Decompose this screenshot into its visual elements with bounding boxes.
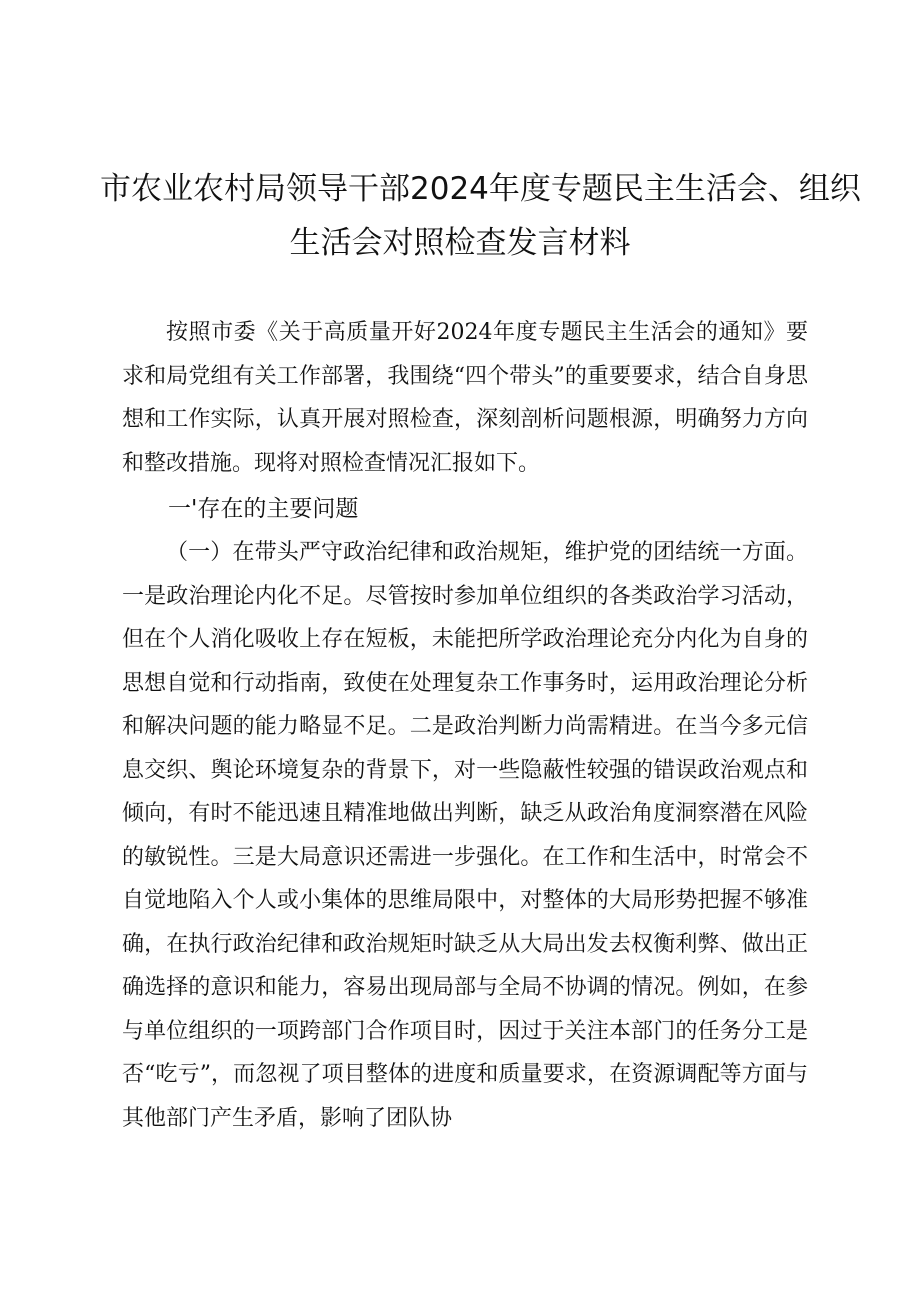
intro-paragraph: 按照市委《关于高质量开好2024年度专题民主生活会的通知》要求和局党组有关工作部署，我围绕“四个带头”的重要要求，结合自身思想和工作实际，认真开展对照检查，深刻剖析问题根源，明确努力方向和整改措施。现将对照检查情况汇报如下。: [122, 320, 808, 476]
section-paragraph: （一）在带头严守政治纪律和政治规矩，维护党的团结统一方面。一是政治理论内化不足。尽管按时参加单位组织的各类政治学习活动，但在个人消化吸收上存在短板，未能把所学政治理论充分内化为自身的思想自觉和行动指南，致使在处理复杂工作事务时，运用政治理论分析和解决问题的能力略显不足。二是政治判断力尚需精进。在当今多元信息交织、舆论环境复杂的背景下，对一些隐蔽性较强的错误政治观点和倾向，有时不能迅速且精准地做出判断，缺乏从政治角度洞察潜在风险的敏锐性。三是大局意识还需进一步强化。在工作和生活中，时常会不自觉地陷入个人或小集体的思维局限中，对整体的大局形势把握不够准确，在执行政治纪律和政治规矩时缺乏从大局出发去权衡利弊、做出正确选择的意识和能力，容易出现局部与全局不协调的情况。例如，在参与单位组织的一项跨部门合作项目时，因过于关注本部门的任务分工是否“吃亏”，而忽视了项目整体的进度和质量要求，在资源调配等方面与其他部门产生矛盾，影响了团队协: [122, 540, 808, 1131]
document-title: [100, 162, 861, 270]
title-line-2: 生活会对照检查发言材料: [289, 225, 631, 261]
section-heading: 一'存在的主要问题: [168, 496, 359, 522]
title-line-1: 市农业农村局领导干部2024年度专题民主生活会、组织: [100, 171, 861, 207]
